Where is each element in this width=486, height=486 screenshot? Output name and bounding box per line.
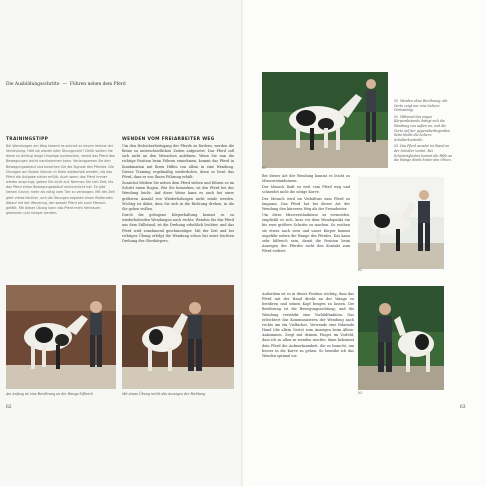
side-caption-1-text: Wenden ohne Berührung, die Gerte zeigt nur eine lockere Verbindung. xyxy=(394,99,448,113)
training-tip-heading: TRAININGSTIPP xyxy=(6,137,49,142)
side-caption-3-text: Das Pferd wendet im Stand an der Schulter vorbei. Bei Schwierigkeiten kommt die Hilfe an die Wange direkt hinter den Ohren. xyxy=(394,144,453,163)
running-header xyxy=(6,82,126,87)
image-number-1: 01 xyxy=(262,166,267,170)
photo-horse-touch-cheek xyxy=(6,285,116,389)
side-caption-2 xyxy=(394,115,454,143)
right-paragraph-3: Außerdem ist es in dieser Position wichtig, dass das Pferd mit der Hand direkt an der Wange zu berühren und seinen Kopf beugen zu lassen. Die Berührung ist die Bewegungsrichtung, und die Wendung verstärkt eine Vorbildfunktion. Das erleichtert das Kommunizieren der Wendung nach rechts um ein Vielfaches. Verwende eine führende Hand (die allein Gerte) zum Anzeigen beim Allein-Ankommen. Zeigt mit deinem Finger im Vorfeld, dass ich zu allen zu wenden möchte, dann bekommt dein Pferd die Aufmerksamkeit, die es braucht, um besser in die Kurve zu gehen. So bemühe ich das Wenden optimal vor. xyxy=(262,292,354,358)
image-number-2: 02 xyxy=(358,268,363,272)
chapter-title: Die Ausbildungsschritte xyxy=(6,82,60,87)
right-text-column-1 xyxy=(262,174,350,255)
section-paragraph-3: Durch die gebogene Körperhaltung kommt es zu wiederholenden Wendungen nach rechts. Wenden Sie das Pferd aus dem Stillstand, ist die Drehung erheblich leichter, und das Pferd wird zunehmend geschmeidiger. Mit der Zeit und bei richtiger Übung erfolgt die Wendung schon bei einer leichten Drehung des Oberkörpers. xyxy=(122,213,234,243)
training-tip xyxy=(6,137,116,216)
right-paragraph-2: Um diese Missverständnisse zu vermeiden, empfiehlt es sich, kurz vor dem Wendepunkt ein bis zwei größere Schritte zu machen. So reichen sie etwas nach vorn und unser Körper kommt ungefähr neben die Wange des Pferdes. Das kann sehr hilfreich sein, damit die Position beim Anzeigen des Pferdes nicht den Kontakt zum Pferd verliert. xyxy=(262,213,350,254)
side-captions xyxy=(394,99,454,165)
right-text-column-2 xyxy=(262,292,354,360)
photo-horse-direction xyxy=(122,285,234,389)
photo-horse-cheek-guide xyxy=(358,286,444,390)
side-caption-2-number: 02 xyxy=(394,114,399,119)
photo-caption-2: Mit etwas Übung reicht das Anzeigen der Richtung xyxy=(122,392,206,396)
image-number-3: 03 xyxy=(358,391,363,395)
side-caption-1-number: 01 xyxy=(394,99,399,103)
photo-horse-stand-turn xyxy=(358,177,444,269)
right-intro: Bei dieser Art der Wendung kommt es leicht zu Missverständnissen: xyxy=(262,174,350,184)
training-tip-text: Bei Wendungen am Weg kommt es schnell zu einem Verlust der Verbindung. Hält sie wieder oder Übungsruhe? Dafür sollten Sie diese zu Anfang lange Umwege ausmachen, damit das Pferd den Bewegungen leicht nachkommen kann. Verlangsamen Sie den Bewegungsablauf und beachten Sie die Signale des Pferdes. Die Übungen am Boden können in Ruhe wiederholt werden, bis das Pferd die Aufgabe sicher erfüllt. Auch wenn das Pferd immer wieder anspringt, geben Sie nicht auf. Nehmen Sie sich Zeit, bis das Pferd einen Bewegungsablauf verinnerlicht hat. Es gibt keinen Grund, mehr als nötig vom Tier zu verlangen. Mit der Zeit geht vieles leichter, und die Übungen ergeben einen fließenden Ablauf mit der Wendung, der sowohl Pferd als auch Mensch gefällt. Mit dieser Übung kann das Pferd mehr Vertrauen gewinnen und ruhiger werden. xyxy=(6,144,116,216)
photo-horse-walking xyxy=(262,72,388,168)
right-list-item-2: Der Mensch wird im Verhältnis zum Pferd zu langsam. Das Pferd hat bei dieser Art der Wendung den kürzeren Weg als der Freiarbeiter. xyxy=(262,196,350,211)
side-caption-1 xyxy=(394,99,454,113)
section-heading: WENDEN VOM FREIARBEITER WEG xyxy=(122,137,215,142)
side-caption-2-text: Während des engen Körperabstands drängt sich die Wendung von außen an, und die Gerte auf der gegenüberliegenden Seite bleibt die lockere Schulterkontrolle. xyxy=(394,114,451,142)
section-paragraph-1: Um den Hufsicherheitsgang der Pferde zu fördern, werden die Beine zu unterschiedlichen Zeiten aufgesetzt. Das Pferd soll sich nicht an den Menschen anlehnen. Wenn Sie nun die richtige Position beim Führen einnehmen, kommt das Pferd in Kombination mit Ihren Hilfen von allein in eine Wendung. Dieses Training regelmäßig wiederholen, denn so lernt das Pferd, dass es von Ihnen Führung erhält. xyxy=(122,144,234,179)
section-paragraph-2: Zunächst bleiben Sie neben dem Pferd stehen und führen es im Schritt einen Bogen. Wie Sie bemerken, ist das Pferd bei der Wendung leicht. Auf diese Weise kann es auch bei einer größeren Anzahl von Wiederholungen nicht müde werden. Wichtig ist dabei, dass Sie sich in die Richtung drehen, in die Sie gehen wollen. xyxy=(122,181,234,211)
section-title: Führen neben dem Pferd xyxy=(69,82,126,87)
page-number-right: 63 xyxy=(460,405,466,410)
section-column xyxy=(122,137,234,245)
page-number-left: 62 xyxy=(6,405,12,410)
header-separator: — xyxy=(62,82,67,87)
photo-caption-1: Am Anfang ist eine Berührung an der Wange hilfreich xyxy=(6,392,94,396)
side-caption-3-number: 03 xyxy=(394,144,399,149)
side-caption-3 xyxy=(394,144,454,162)
right-list-item-1: Der Mensch läuft zu weit vom Pferd weg und schneidet nicht die nötige Kurve. xyxy=(262,185,350,195)
